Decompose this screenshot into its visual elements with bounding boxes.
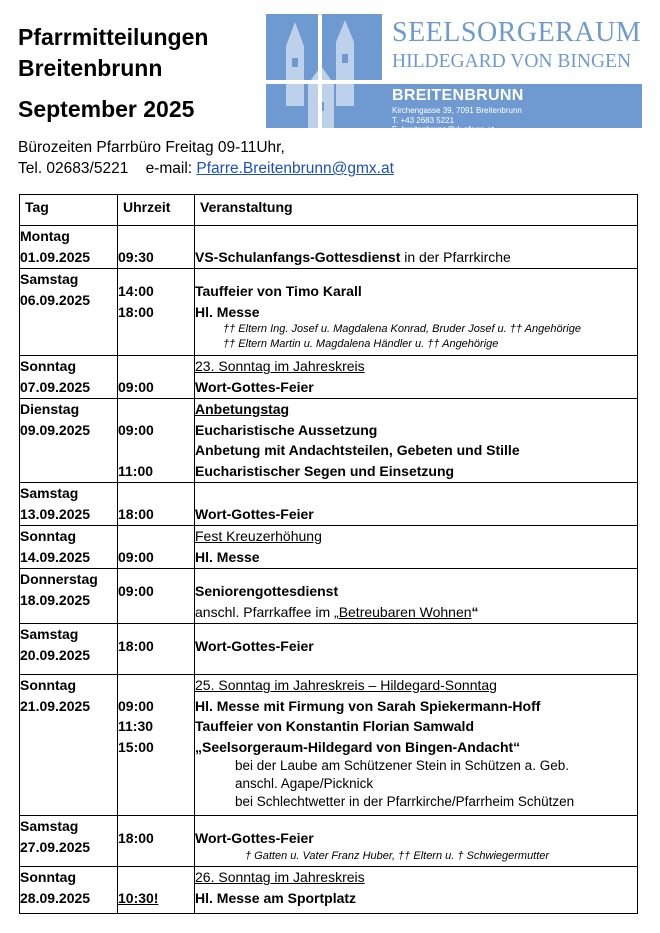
logo-address: Kirchengasse 39, 7091 Breitenbrunn	[392, 106, 522, 115]
office-info	[18, 137, 394, 179]
email-label: e-mail:	[145, 160, 193, 177]
table-row	[20, 226, 638, 269]
title-line-2: Breitenbrunn	[18, 55, 163, 81]
event-cell: Wort-Gottes-Feier † Gatten u. Vater Franz Huber, †† Eltern u. † Schwiegermutter	[195, 816, 638, 867]
time-cell: 09:00	[118, 356, 195, 399]
time-cell: 09:00 11:00	[118, 399, 195, 483]
event-cell: Fest Kreuzerhöhung Hl. Messe	[195, 526, 638, 569]
logo-phone: T. +43 2683 5221	[392, 115, 455, 125]
month-heading: September 2025	[18, 96, 195, 122]
schedule-table	[19, 194, 638, 914]
event-cell: VS-Schulanfangs-Gottesdienst in der Pfarrkirche	[195, 226, 638, 269]
table-row	[20, 399, 638, 483]
time-cell: 18:00	[118, 816, 195, 867]
logo-subname: HILDEGARD VON BINGEN	[392, 51, 632, 72]
day-cell: Samstag 20.09.2025	[20, 624, 118, 675]
event-cell: Wort-Gottes-Feier	[195, 483, 638, 526]
event-cell: Tauffeier von Timo Karall Hl. Messe †† Eltern Ing. Josef u. Magdalena Konrad, Bruder Josef u. †† Angehörige †† Eltern Martin u. Magdalena Händler u. †† Angehörige	[195, 269, 638, 356]
time-cell: 09:00	[118, 569, 195, 624]
event-cell: Anbetungstag Eucharistische Aussetzung Anbetung mit Andachtsteilen, Gebeten und Stille Eucharistischer Segen und Einsetzung	[195, 399, 638, 483]
header-day: Tag	[20, 195, 118, 226]
phone-number: Tel. 02683/5221	[18, 160, 129, 177]
logo-name: SEELSORGERAUM	[392, 17, 642, 48]
table-header-row	[20, 195, 638, 226]
day-cell: Sonntag 28.09.2025	[20, 867, 118, 914]
table-row	[20, 356, 638, 399]
event-cell: Wort-Gottes-Feier	[195, 624, 638, 675]
time-cell: 14:00 18:00	[118, 269, 195, 356]
logo-contact	[392, 106, 522, 135]
table-row	[20, 624, 638, 675]
logo-town: BREITENBRUNN	[392, 87, 524, 104]
day-cell: Sonntag 14.09.2025	[20, 526, 118, 569]
day-cell: Donnerstag 18.09.2025	[20, 569, 118, 624]
day-cell: Dienstag 09.09.2025	[20, 399, 118, 483]
header-event: Veranstaltung	[195, 195, 638, 226]
table-row	[20, 569, 638, 624]
time-cell: 18:00	[118, 624, 195, 675]
table-row	[20, 867, 638, 914]
day-cell: Samstag 06.09.2025	[20, 269, 118, 356]
event-cell: Seniorengottesdienst anschl. Pfarrkaffee im „Betreubaren Wohnen“	[195, 569, 638, 624]
day-cell: Montag 01.09.2025	[20, 226, 118, 269]
time-cell: 10:30!	[118, 867, 195, 914]
document-title	[18, 22, 208, 84]
table-row	[20, 483, 638, 526]
day-cell: Samstag 13.09.2025	[20, 483, 118, 526]
table-row	[20, 526, 638, 569]
time-cell: 18:00	[118, 483, 195, 526]
logo-email: E. breitenbrunn@rk-pfarre.at	[392, 125, 494, 134]
table-row	[20, 269, 638, 356]
event-cell: 23. Sonntag im Jahreskreis Wort-Gottes-Feier	[195, 356, 638, 399]
time-cell: 09:30	[118, 226, 195, 269]
table-row	[20, 675, 638, 816]
day-cell: Samstag 27.09.2025	[20, 816, 118, 867]
day-cell: Sonntag 07.09.2025	[20, 356, 118, 399]
day-cell: Sonntag 21.09.2025	[20, 675, 118, 816]
parish-logo	[266, 14, 642, 134]
event-cell: 25. Sonntag im Jahreskreis – Hildegard-Sonntag Hl. Messe mit Firmung von Sarah Spiekermann-Hoff Tauffeier von Konstantin Florian Samwald „Seelsorgeraum-Hildegard von Bingen-Andacht“ bei der Laube am Schützener Stein in Schützen a. Geb. anschl. Agape/Picknick bei Schlechtwetter in der Pfarrkirche/Pfarrheim Schützen	[195, 675, 638, 816]
title-line-1: Pfarrmitteilungen	[18, 24, 209, 50]
contact-line	[18, 158, 394, 179]
time-cell: 09:00	[118, 526, 195, 569]
time-cell: 09:00 11:30 15:00	[118, 675, 195, 816]
email-link[interactable]: Pfarre.Breitenbrunn@gmx.at	[196, 160, 394, 177]
event-cell: 26. Sonntag im Jahreskreis Hl. Messe am Sportplatz	[195, 867, 638, 914]
header-time: Uhrzeit	[118, 195, 195, 226]
table-row	[20, 816, 638, 867]
church-towers-icon	[266, 14, 382, 128]
office-hours: Bürozeiten Pfarrbüro Freitag 09-11Uhr,	[18, 139, 285, 156]
